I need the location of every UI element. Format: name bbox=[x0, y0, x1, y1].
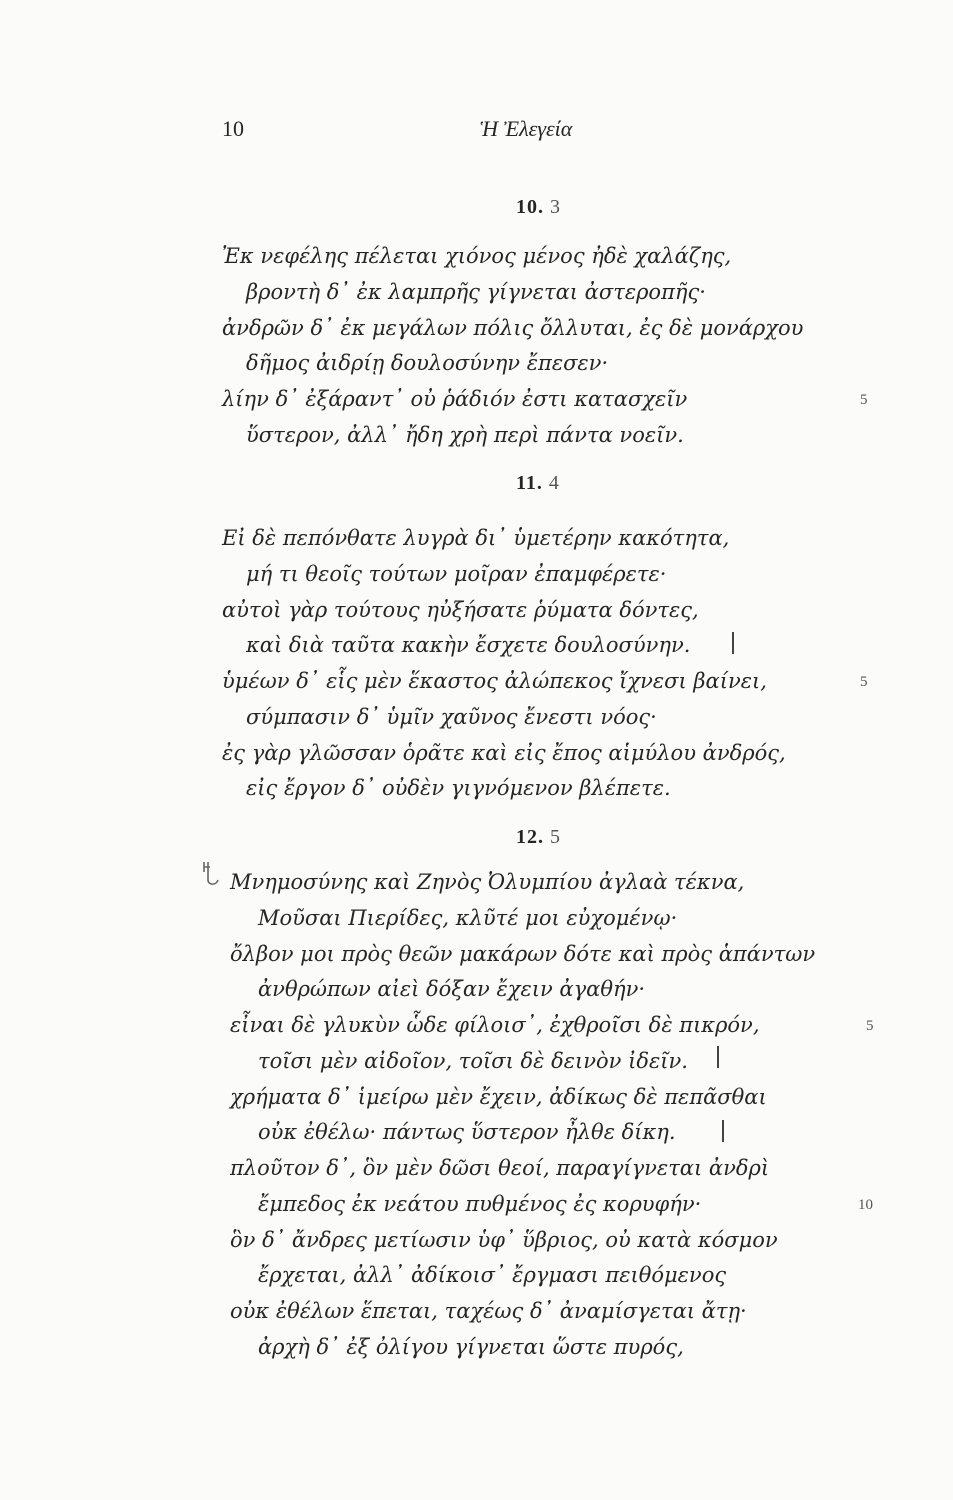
line-number: 10 bbox=[858, 1197, 873, 1213]
line-number: 5 bbox=[860, 674, 868, 690]
verse-line: εἰς ἔργον δ᾿ οὐδὲν γιγνόμενον βλέπετε. bbox=[246, 776, 671, 800]
section-number: 10. bbox=[516, 196, 544, 218]
section-heading-12 bbox=[516, 826, 561, 849]
caesura-mark bbox=[722, 1120, 724, 1142]
verse-line: ἐς γὰρ γλῶσσαν ὁρᾶτε καὶ εἰς ἔπος αἱμύλου ἀνδρός, bbox=[222, 741, 786, 765]
section-number: 12. bbox=[516, 826, 544, 848]
verse-line: πλοῦτον δ᾿, ὃν μὲν δῶσι θεοί, παραγίγνεται ἀνδρὶ bbox=[230, 1156, 770, 1180]
verse-line: εἶναι δὲ γλυκὺν ὧδε φίλοισ᾿, ἐχθροῖσι δὲ πικρόν, bbox=[230, 1013, 760, 1037]
caesura-mark bbox=[732, 632, 734, 654]
verse-line: Μνημοσύνης καὶ Ζηνὸς Ὀλυμπίου ἀγλαὰ τέκνα, bbox=[230, 870, 745, 894]
verse-line: σύμπασιν δ᾿ ὑμῖν χαῦνος ἔνεστι νόος· bbox=[246, 705, 657, 729]
verse-line: Μοῦσαι Πιερίδες, κλῦτέ μοι εὐχομένῳ· bbox=[258, 906, 678, 930]
verse-line: ὃν δ᾿ ἄνδρες μετίωσιν ὑφ᾿ ὕβριος, οὐ κατὰ κόσμον bbox=[230, 1228, 778, 1252]
running-head: Ἡ Ἐλεγεία bbox=[480, 116, 573, 141]
verse-line: ἔμπεδος ἐκ νεάτου πυθμένος ἐς κορυφήν· bbox=[258, 1192, 702, 1216]
verse-line: ἀρχὴ δ᾿ ἐξ ὀλίγου γίγνεται ὥστε πυρός, bbox=[258, 1335, 684, 1359]
verse-line: αὐτοὶ γὰρ τούτους ηὐξήσατε ῥύματα δόντες, bbox=[222, 598, 699, 622]
verse-line: χρήματα δ᾿ ἱμείρω μὲν ἔχειν, ἀδίκως δὲ πεπᾶσθαι bbox=[230, 1085, 767, 1109]
section-subnumber: 4 bbox=[548, 472, 560, 494]
section-subnumber: 5 bbox=[550, 826, 561, 848]
section-heading-11 bbox=[516, 472, 560, 495]
verse-line: καὶ διὰ ταῦτα κακὴν ἔσχετε δουλοσύνην. bbox=[246, 633, 691, 657]
verse-line: ἔρχεται, ἀλλ᾿ ἀδίκοισ᾿ ἔργμασι πειθόμενος bbox=[258, 1263, 727, 1287]
verse-line: τοῖσι μὲν αἰδοῖον, τοῖσι δὲ δεινὸν ἰδεῖν. bbox=[258, 1049, 688, 1073]
caesura-mark bbox=[717, 1046, 719, 1068]
verse-line: ὕστερον, ἀλλ᾿ ἤδη χρὴ περὶ πάντα νοεῖν. bbox=[246, 423, 684, 447]
verse-line: οὐκ ἐθέλω· πάντως ὕστερον ἦλθε δίκη. bbox=[258, 1120, 676, 1144]
verse-line: λίην δ᾿ ἐξάραντ᾿ οὐ ῥάδιόν ἐστι κατασχεῖν bbox=[222, 387, 688, 411]
verse-line: δῆμος ἀιδρίῃ δουλοσύνην ἔπεσεν· bbox=[246, 351, 609, 375]
verse-line: ἀνδρῶν δ᾿ ἐκ μεγάλων πόλις ὄλλυται, ἐς δὲ μονάρχου bbox=[222, 316, 804, 340]
section-heading-10 bbox=[516, 196, 561, 219]
section-subnumber: 3 bbox=[550, 196, 561, 218]
handwritten-mark-icon bbox=[200, 858, 224, 888]
section-number: 11. bbox=[516, 472, 543, 494]
verse-line: ὄλβον μοι πρὸς θεῶν μακάρων δότε καὶ πρὸς ἁπάντων bbox=[230, 942, 816, 966]
verse-line: οὐκ ἐθέλων ἕπεται, ταχέως δ᾿ ἀναμίσγεται ἄτῃ· bbox=[230, 1299, 747, 1323]
verse-line: μή τι θεοῖς τούτων μοῖραν ἐπαμφέρετε· bbox=[246, 562, 667, 586]
line-number: 5 bbox=[866, 1018, 874, 1034]
page-number: 10 bbox=[222, 116, 244, 141]
verse-line: Ἐκ νεφέλης πέλεται χιόνος μένος ἠδὲ χαλάζης, bbox=[222, 244, 732, 268]
line-number: 5 bbox=[860, 392, 868, 408]
verse-line: Εἰ δὲ πεπόνθατε λυγρὰ δι᾿ ὑμετέρην κακότητα, bbox=[222, 526, 730, 550]
verse-line: βροντὴ δ᾿ ἐκ λαμπρῆς γίγνεται ἀστεροπῆς· bbox=[246, 280, 706, 304]
verse-line: ὑμέων δ᾿ εἷς μὲν ἕκαστος ἀλώπεκος ἴχνεσι βαίνει, bbox=[222, 669, 767, 693]
verse-line: ἀνθρώπων αἰεὶ δόξαν ἔχειν ἀγαθήν· bbox=[258, 977, 646, 1001]
